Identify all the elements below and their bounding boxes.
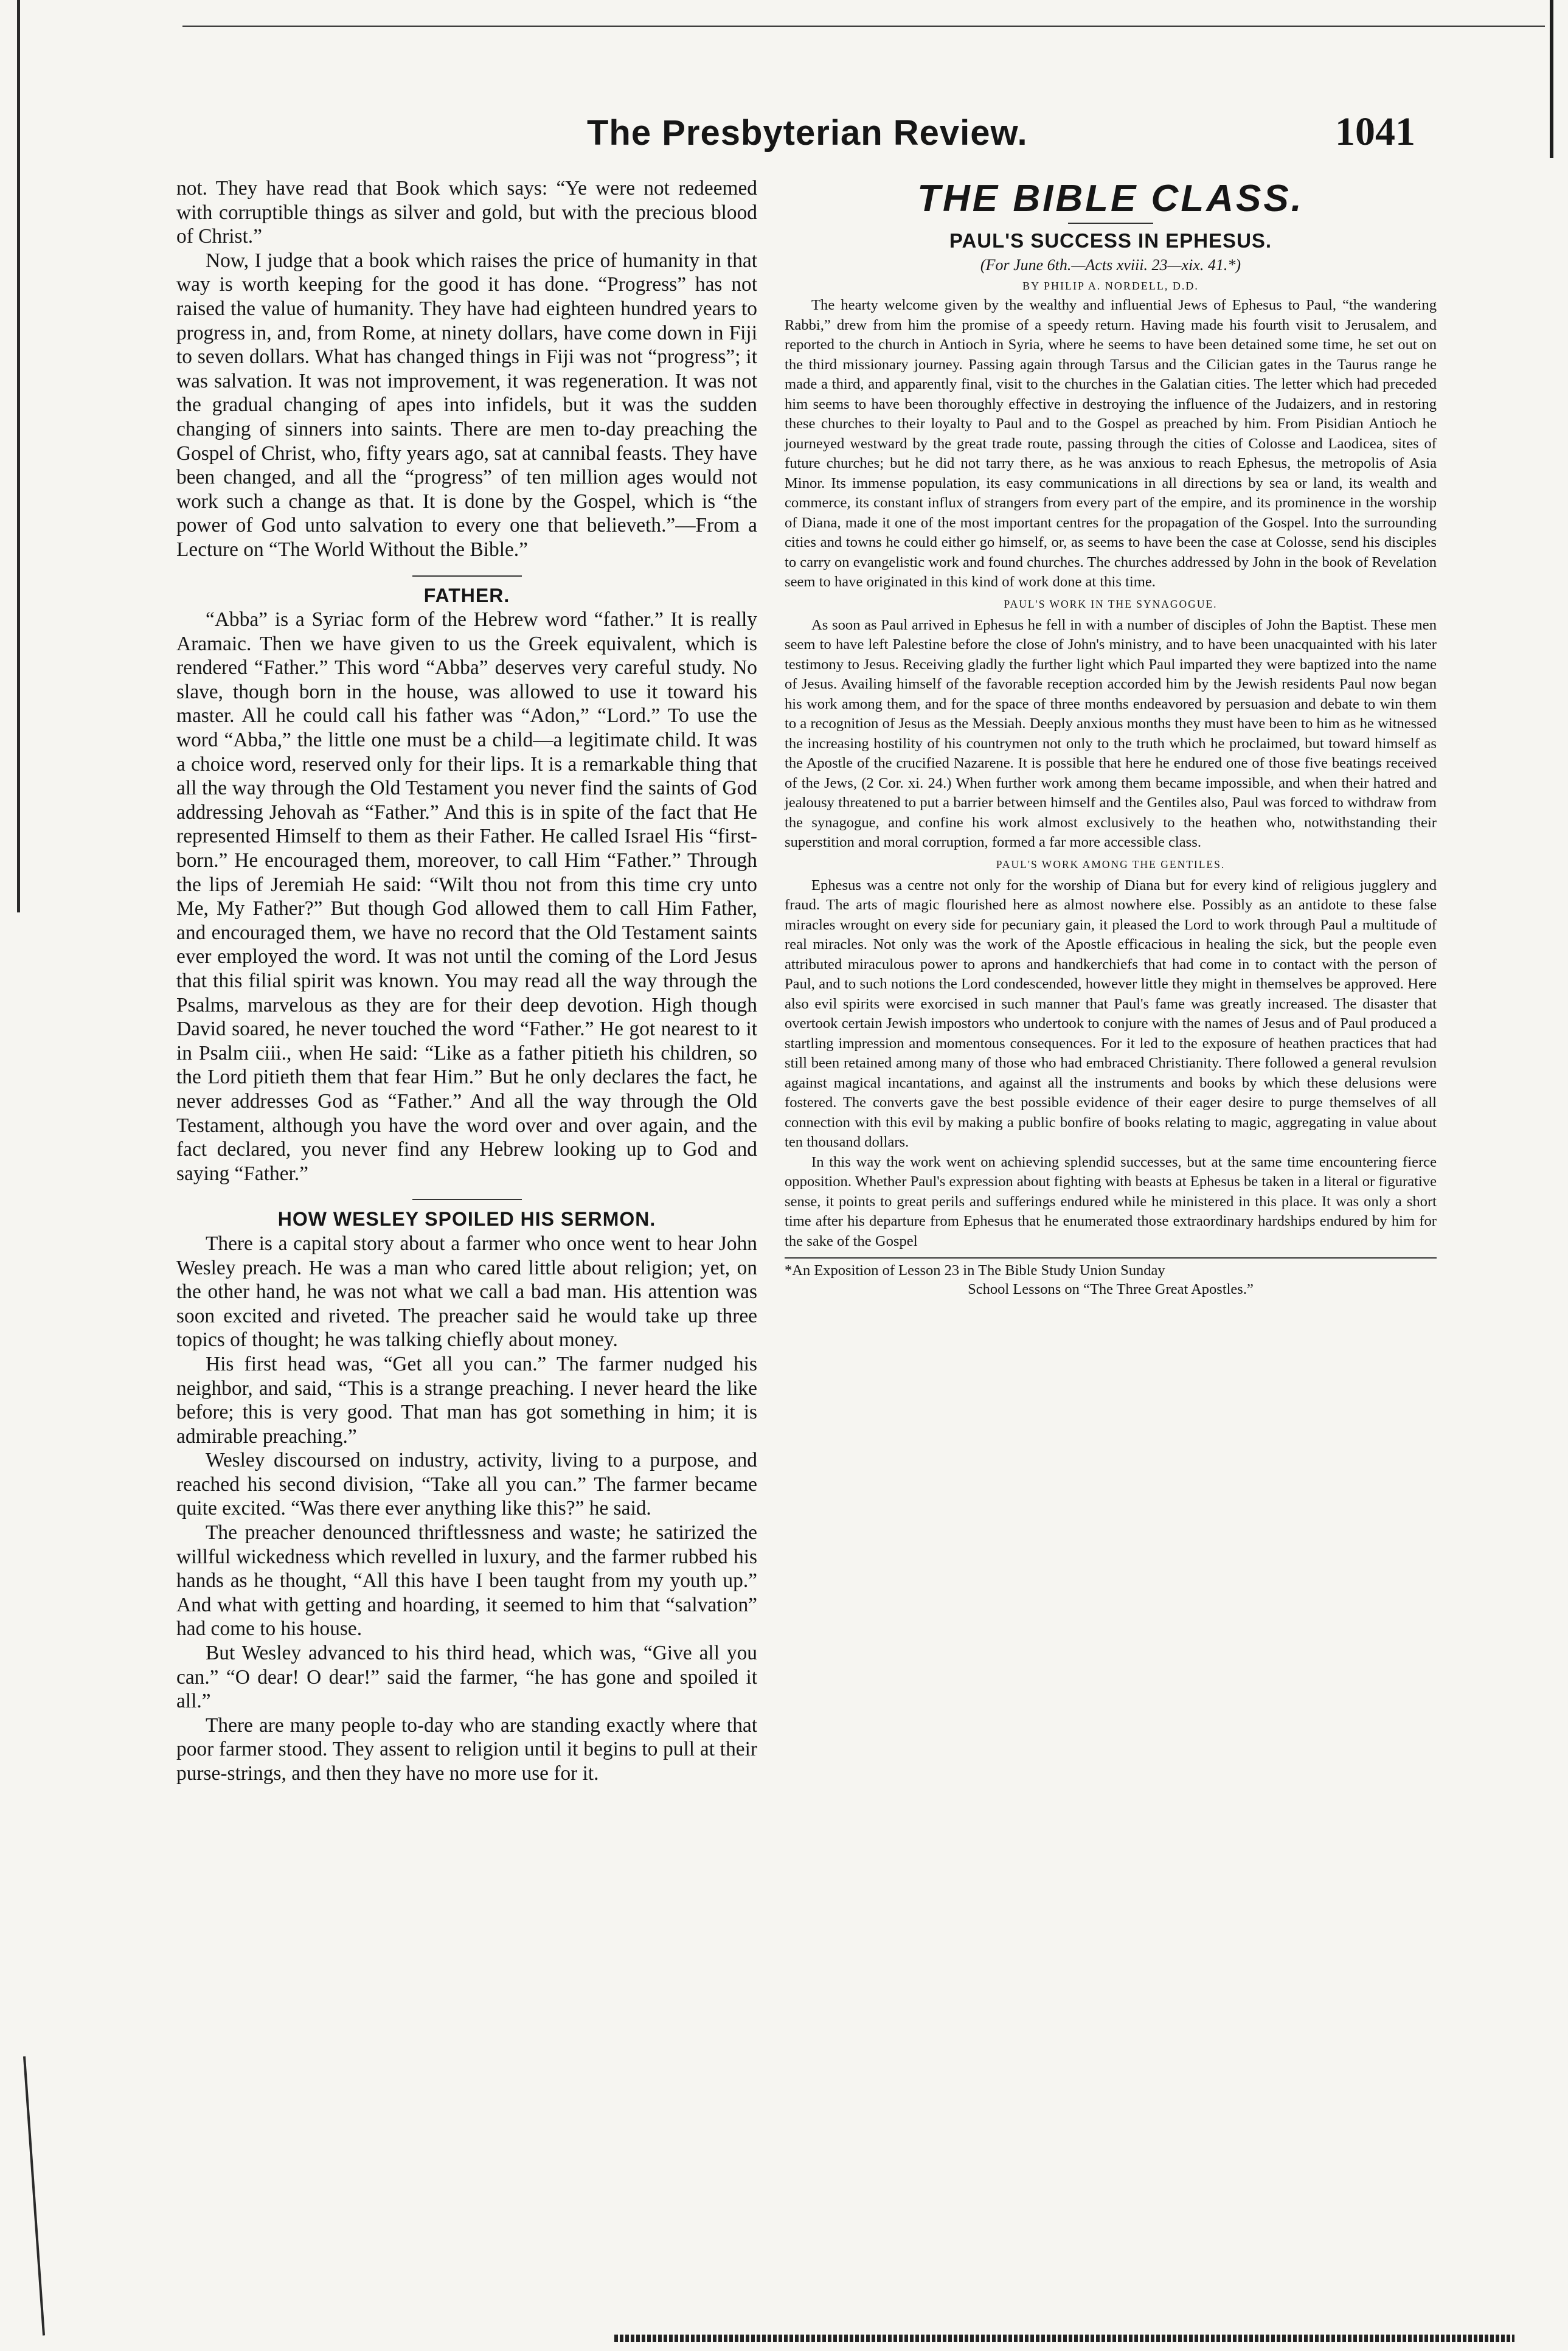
author-byline: BY PHILIP A. NORDELL, D.D. xyxy=(1022,280,1199,292)
intro-paragraph-2: Now, I judge that a book which raises the price of humanity in that way is worth keeping for the good it has done. “Progress” has not raised the value of humanity. They have had eighteen hundred years to progress in, and, from Rome, at ninety dollars, have come down in Fiji to seven dollars. What has changed things in Fiji was not “progress”; it was salvation. It was not improvement, it was regeneration. It was not the gradual changing of apes into infidels, but it was the sudden changing of sinners into saints. There are men to-day preaching the Gospel of Christ, who, fifty years ago, sat at cannibal feasts. They have been changed, and all the “progress” of ten million ages would not work such a change as that. It is done by the Gospel, which is “the power of God unto salvation to every one that believeth.”—From a Lecture on “The World Without the Bible.” xyxy=(176,249,757,561)
left-column xyxy=(176,176,757,1786)
footnote-line-1: *An Exposition of Lesson 23 in The Bible Study Union Sunday xyxy=(785,1262,1165,1279)
gentiles-paragraph-1: Ephesus was a centre not only for the worship of Diana but for every kind of religious jugglery and fraud. The arts of magic flourished here as almost nowhere else. Possibly as an antidote to these false miracles wrought on every side for pecuniary gain, it pleased the Lord to work through Paul a multitude of real miracles. Not only was the work of the Apostle efficacious in healing the sick, but the people even attributed miraculous power to aprons and handkerchiefs that had come in to contact with the person of Paul, and to such notions the Lord condescended, however little they might in themselves be approved. Here also evil spirits were exorcised in such manner that Paul's fame was greatly increased. The disaster that overtook certain Jewish impostors who undertook to conjure with the names of Jesus and of Paul produced a startling impression and momentous consequences. For it led to the exposure of heathen practices that had still been retained among many of those who had embraced Christianity. There followed a general revulsion against magical incantations, and against all the instruments and books by which these delusions were fostered. The converts gave the best possible evidence of their eager desire to purge themselves of all connection with this evil by making a public bonfire of books relating to magic, aggregating in value about ten thousand dollars. xyxy=(785,877,1437,1150)
synagogue-paragraph: As soon as Paul arrived in Ephesus he fell in with a number of disciples of John the Baptist. These men seem to have left Palestine before the close of John's ministry, and to have been unacquainted with his later testimony to Jesus. Receiving gladly the further light which Paul imparted they were baptized into the name of Jesus. Availing himself of the favorable reception accorded him by the Jewish residents Paul now began his work among them, and for the space of three months endeavored by persuasion and debate to win them to a recognition of Jesus as the Messiah. Deeply anxious months they must have been to him as he witnessed the increasing hostility of his countrymen not only to the truth which he proclaimed, but toward himself as the Apostle of the crucified Nazarene. It is possible that here he endured one of those five beatings received of the Jews, (2 Cor. xi. 24.) When further work among them became impossible, and when their hatred and jealousy threatened to put a barrier between himself and the Gentiles also, Paul was forced to withdraw from the synagogue, and confine his work almost exclusively to the heathen who, notwithstanding their superstition and moral corruption, formed a far more accessible class. xyxy=(785,616,1437,850)
father-heading: FATHER. xyxy=(423,584,510,606)
wesley-paragraph-5: But Wesley advanced to his third head, which was, “Give all you can.” “O dear! O dear!” said the farmer, “he has gone and spoiled it all.” xyxy=(176,1642,757,1713)
wesley-paragraph-2: His first head was, “Get all you can.” The farmer nudged his neighbor, and said, “This is a strange preaching. I never heard the like before; this is very good. That man has got something in him; it is admirable preaching.” xyxy=(176,1352,757,1448)
title-divider xyxy=(1068,223,1153,224)
wesley-heading: HOW WESLEY SPOILED HIS SERMON. xyxy=(277,1208,656,1231)
scripture-reference: (For June 6th.—Acts xviii. 23—xix. 41.*) xyxy=(980,256,1241,274)
page-edge-left-lower xyxy=(23,2056,45,2335)
bible-class-title: THE BIBLE CLASS. xyxy=(917,178,1304,220)
footnote-rule xyxy=(785,1257,1437,1259)
footnote xyxy=(785,1261,1437,1299)
page-header xyxy=(0,100,1568,167)
section-divider xyxy=(412,575,522,577)
journal-title: The Presbyterian Review. xyxy=(587,113,1028,153)
top-rule xyxy=(182,26,1545,27)
father-paragraph: “Abba” is a Syriac form of the Hebrew word “father.” It is really Aramaic. Then we have given to us the Greek equivalent, which is rendered “Father.” This word “Abba” deserves very careful study. No slave, though born in the house, was allowed to use it toward his master. All he could call his father was “Adon,” “Lord.” To use the word “Abba,” the little one must be a child—a legitimate child. It was a choice word, reserved only for their lips. It is a remarkable thing that all the way through the Old Testament you never find the saints of God addressing Jehovah as “Father.” And this is in spite of the fact that He represented Himself to them as their Father. He called Israel His “first-born.” He encouraged them, moreover, to call Him “Father.” Through the lips of Jeremiah He said: “Wilt thou not from this time cry unto Me, My Father?” But though God allowed them to call Him Father, and encouraged them, we have no record that the Old Testament saints ever employed the word. It was not until the coming of the Lord Jesus that this filial spirit was known. You may read all the way through the Psalms, marvelous as they are for their deep devotion. High though David soared, he never touched the word “Father.” He got nearest to it in Psalm ciii., when He said: “Like as a father pitieth his children, so the Lord pitieth them that fear Him.” But he only declares the fact, he never addresses God as “Father.” And all the way through the Old Testament, although you have the word over and over again, and the fact declared, you never find any Hebrew looking up to God and saying “Father.” xyxy=(176,608,757,1185)
right-column xyxy=(785,176,1437,1299)
bottom-rule xyxy=(614,2335,1514,2342)
wesley-paragraph-3: Wesley discoursed on industry, activity, living to a purpose, and reached his second division, “Take all you can.” The farmer became quite excited. “Was there ever anything like this?” he said. xyxy=(176,1449,757,1520)
intro-paragraph-1: not. They have read that Book which says: “Ye were not redeemed with corruptible things as silver and gold, but with the precious blood of Christ.” xyxy=(176,177,757,248)
wesley-paragraph-1: There is a capital story about a farmer who once went to hear John Wesley preach. He was a man who cared little about religion; yet, on the other hand, he was not what we call a bad man. His attention was soon excited and riveted. The preacher said he would take up three topics of thought; he was talking chiefly about money. xyxy=(176,1232,757,1352)
section-divider xyxy=(412,1199,522,1200)
footnote-line-2: School Lessons on “The Three Great Apostles.” xyxy=(968,1281,1254,1297)
gentiles-paragraph-2: In this way the work went on achieving splendid successes, but at the same time encountering fierce opposition. Whether Paul's expression about fighting with beasts at Ephesus be taken in a literal or figurative sense, it points to great perils and sufferings endured while he ministered in this place. It was only a short time after his departure from Ephesus that he enumerated those extraordinary hardships endured by him for the sake of the Gospel xyxy=(785,1153,1437,1249)
lesson-subtitle: PAUL'S SUCCESS IN EPHESUS. xyxy=(949,229,1272,252)
page-number: 1041 xyxy=(1335,109,1415,154)
lesson-intro-paragraph: The hearty welcome given by the wealthy and influential Jews of Ephesus to Paul, “the wandering Rabbi,” drew from him the promise of a speedy return. Having made his fourth visit to Jerusalem, and reported to the church in Antioch in Syria, where he seems to have been detained some time, he set out on the third missionary journey. Passing again through Tarsus and the Cilician gates in the Taurus range he made a third, and apparently final, visit to the churches in the Galatian cities. The letter which had preceded him seems to have been thoroughly effective in destroying the influence of the Judaizers, and in restoring these churches to their loyalty to Paul and to the Gospel as preached by him. From Pisidian Antioch he journeyed westward by the great trade route, passing through the cities of Colosse and Laodicea, sites of future churches; but he did not tarry there, as he was anxious to reach Ephesus, the metropolis of Asia Minor. Its immense population, its easy communications in all directions by sea or land, its wealth and commerce, its constant influx of strangers from every part of the empire, and its prominence in the worship of Diana, made it one of the most important centres for the propagation of the Gospel. Into the surrounding cities and towns he could either go himself, or, as seems to have been the case at Colosse, send his disciples to carry on evangelistic work and found churches. The churches addressed by John in the book of Revelation seem to have originated in this kind of work done at this time. xyxy=(785,297,1437,590)
wesley-paragraph-4: The preacher denounced thriftlessness and waste; he satirized the willful wickedness which revelled in luxury, and the farmer rubbed his hands as he thought, “All this have I been taught from my youth up.” And what with getting and hoarding, it seemed to him that “salvation” had come to his house. xyxy=(176,1521,757,1641)
wesley-paragraph-6: There are many people to-day who are standing exactly where that poor farmer stood. They assent to religion until it begins to pull at their purse-strings, and then they have no more use for it. xyxy=(176,1714,757,1785)
gentiles-heading: PAUL'S WORK AMONG THE GENTILES. xyxy=(996,858,1226,870)
synagogue-heading: PAUL'S WORK IN THE SYNAGOGUE. xyxy=(1004,597,1218,610)
